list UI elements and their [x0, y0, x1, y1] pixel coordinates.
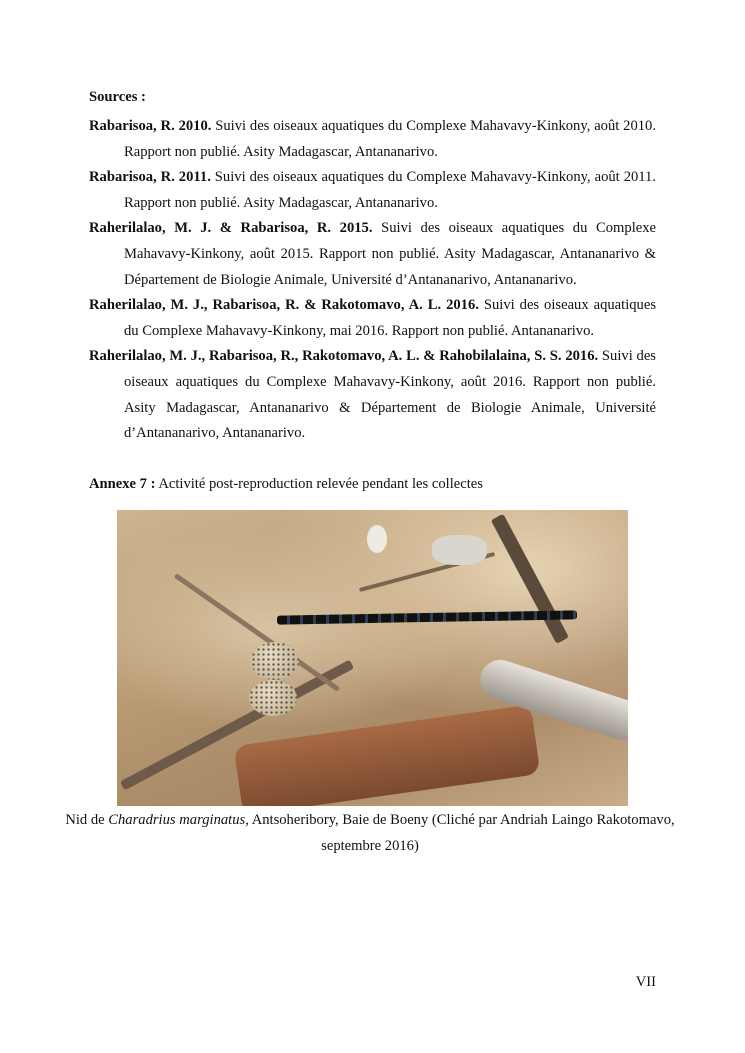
reference-text: Suivi des oiseaux aquatiques du Complexe Mahavavy-Kinkony, mai 2016. Rapport non publié. Antananarivo. [124, 297, 656, 339]
reference-authors: Rabarisoa, R. 2010. [89, 118, 212, 134]
reference-authors: Raherilalao, M. J. & Rabarisoa, R. 2015. [89, 220, 373, 237]
reference-item [89, 344, 656, 446]
nest-photo [117, 510, 628, 806]
annexe-heading [89, 476, 656, 493]
photo-caption [60, 807, 680, 859]
reference-item [89, 293, 656, 344]
caption-suffix: , Antsoheribory, Baie de Boeny (Cliché par Andriah Laingo Rakotomavo, septembre 2016) [245, 812, 675, 854]
reference-text: Suivi des oiseaux aquatiques du Complexe Mahavavy-Kinkony, août 2016. Rapport non publié. Asity Madagascar, Antananarivo & Département de Biologie Animale, Université d’Antananarivo, Antananarivo. [124, 348, 656, 442]
caption-species: Charadrius marginatus [108, 812, 246, 828]
reference-authors: Raherilalao, M. J., Rabarisoa, R., Rakotomavo, A. L. & Rahobilalaina, S. S. 2016. [89, 348, 599, 365]
reference-item [89, 165, 656, 216]
page-number: VII [635, 974, 656, 990]
annexe-label: Annexe 7 : [89, 476, 156, 492]
reference-text: Suivi des oiseaux aquatiques du Complexe Mahavavy-Kinkony, août 2011. Rapport non publié. Asity Madagascar, Antananarivo. [124, 169, 656, 211]
reference-authors: Raherilalao, M. J., Rabarisoa, R. & Rakotomavo, A. L. 2016. [89, 297, 479, 314]
reference-list [89, 114, 656, 447]
annexe-title: Activité post-reproduction relevée pendant les collectes [155, 476, 483, 492]
reference-authors: Rabarisoa, R. 2011. [89, 169, 211, 186]
reference-text: Suivi des oiseaux aquatiques du Complexe Mahavavy-Kinkony, août 2010. Rapport non publié. Asity Madagascar, Antananarivo. [124, 118, 656, 160]
sources-heading: Sources : [89, 89, 146, 105]
reference-item [89, 216, 656, 293]
reference-text: Suivi des oiseaux aquatiques du Complexe Mahavavy-Kinkony, août 2015. Rapport non publié. Asity Madagascar, Antananarivo & Département de Biologie Animale, Université d’Antananarivo, Antananarivo. [124, 220, 656, 288]
reference-item [89, 114, 656, 165]
caption-prefix: Nid de [65, 812, 109, 828]
